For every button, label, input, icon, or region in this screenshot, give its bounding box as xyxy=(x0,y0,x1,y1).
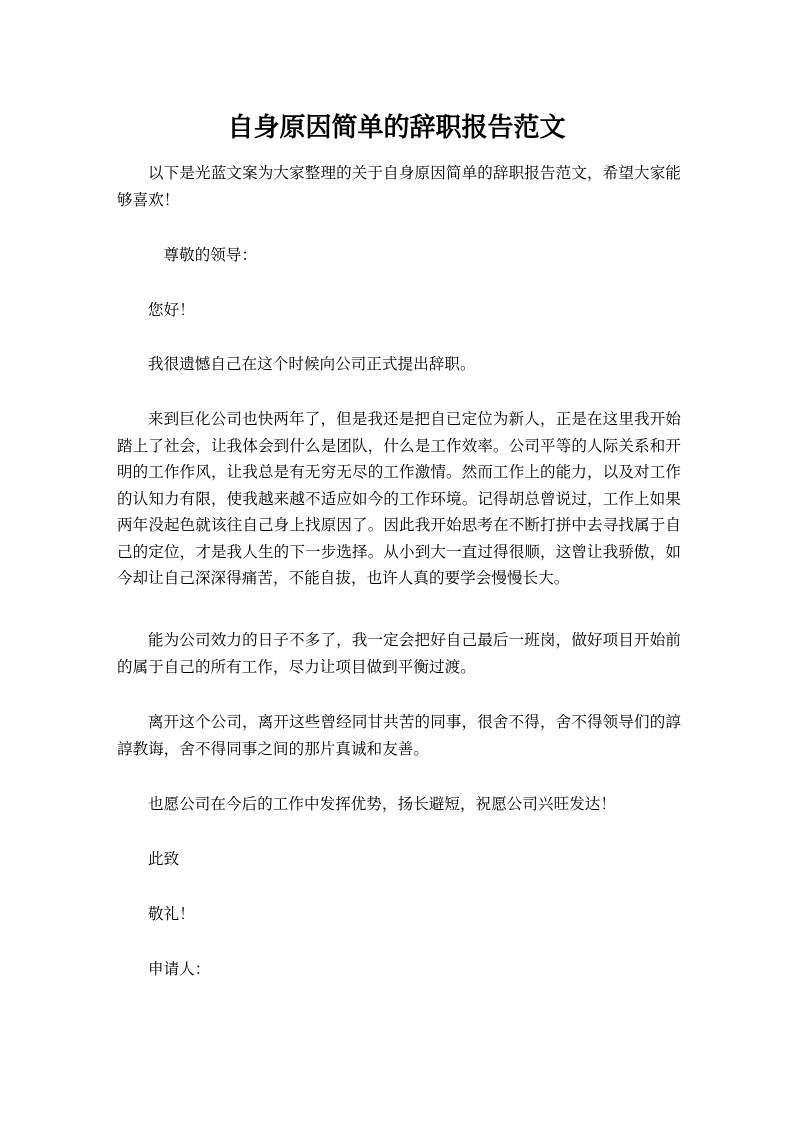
applicant-line: 申请人： xyxy=(148,960,211,978)
body-paragraph-3: 能为公司效力的日子不多了，我一定会把好自己最后一班岗，做好项目开始前的属于自己的所有工作，尽力让项目做到平衡过渡。 xyxy=(117,631,681,676)
closing-line-1: 此致 xyxy=(148,850,180,868)
body-paragraph-2: 来到巨化公司也快两年了，但是我还是把自已定位为新人，正是在这里我开始踏上了社会，让我体会到什么是团队，什么是工作效率。公司平等的人际关系和开明的工作作风，让我总是有无穷无尽的工作激情。然而工作上的能力，以及对工作的认知力有限，使我越来越不适应如今的工作环境。记得胡总曾说过，工作上如果两年没起色就该往自己身上找原因了。因此我开始思考在不断打拼中去寻找属于自己的定位，才是我人生的下一步选择。从小到大一直过得很顺，这曾让我骄傲，如今却让自己深深得痛苦，不能自拔，也许人真的要学会慢慢长大。 xyxy=(117,410,681,587)
document-title: 自身原因简单的辞职报告范文 xyxy=(227,113,566,143)
body-paragraph-1: 我很遗憾自己在这个时候向公司正式提出辞职。 xyxy=(148,355,476,373)
closing-line-2: 敬礼！ xyxy=(148,905,195,923)
intro-paragraph: 以下是光蓝文案为大家整理的关于自身原因简单的辞职报告范文，希望大家能够喜欢！ xyxy=(117,164,681,209)
body-paragraph-5: 也愿公司在今后的工作中发挥优势，扬长避短，祝愿公司兴旺发达！ xyxy=(148,795,617,813)
salutation: 尊敬的领导： xyxy=(163,246,258,264)
body-paragraph-4: 离开这个公司，离开这些曾经同甘共苦的同事，很舍不得，舍不得领导们的諄諄教诲，舍不得同事之间的那片真诚和友善。 xyxy=(117,713,681,758)
greeting: 您好！ xyxy=(148,301,195,319)
